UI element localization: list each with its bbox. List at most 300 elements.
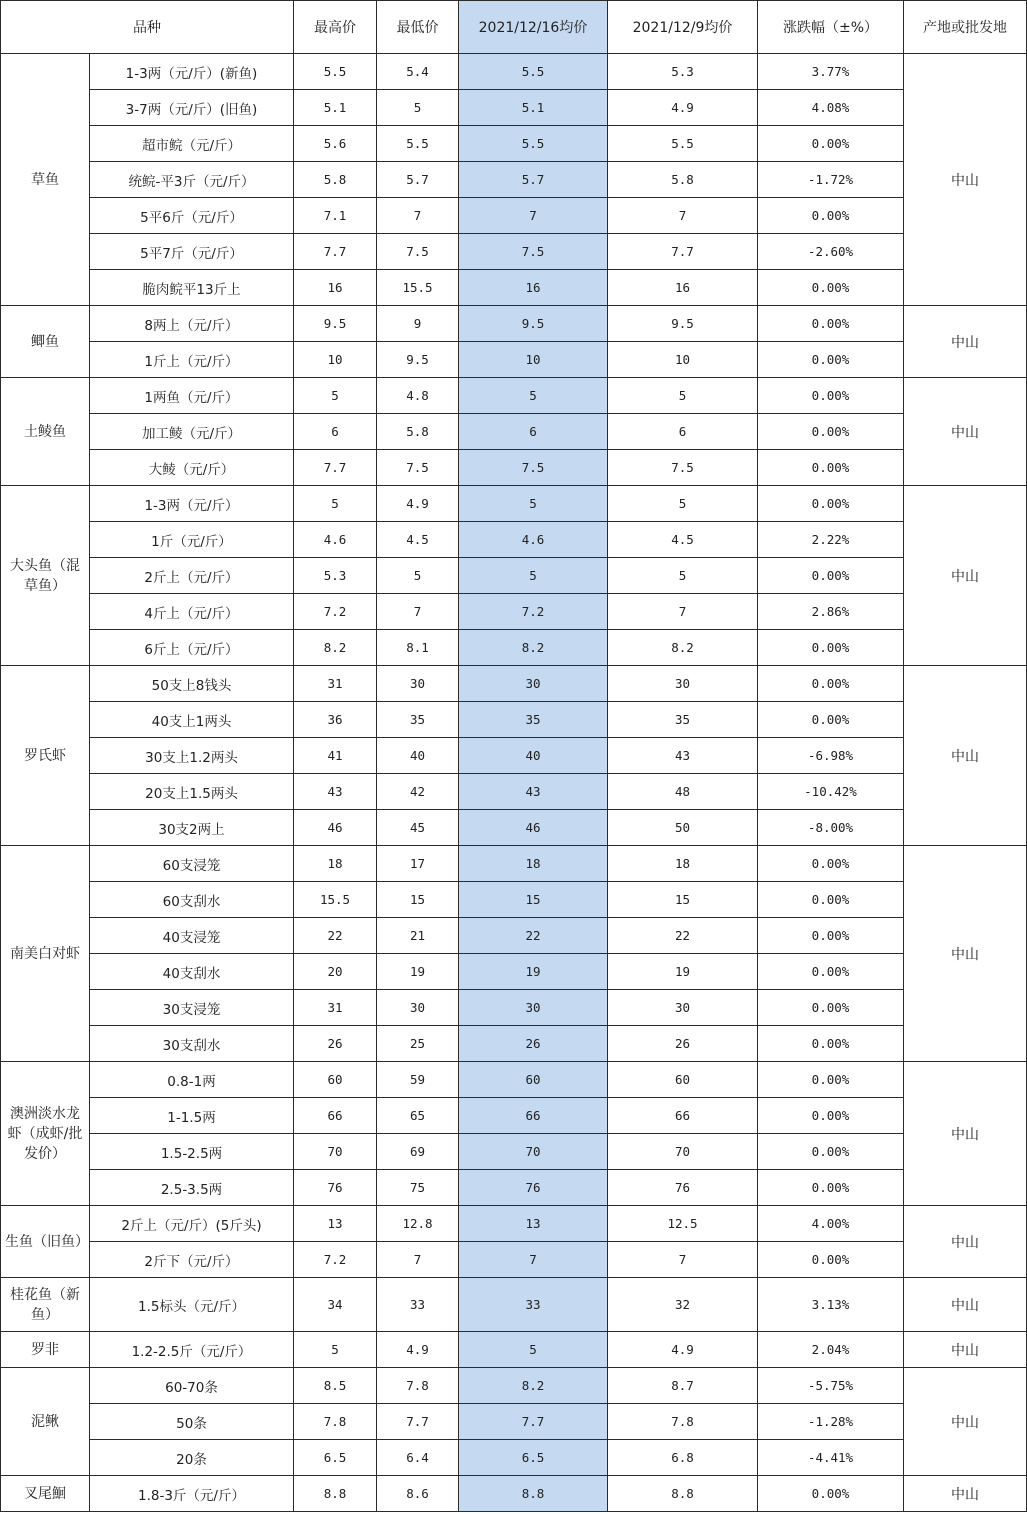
max-price-cell: 76 [294, 1170, 377, 1206]
min-price-cell: 59 [377, 1062, 459, 1098]
header-change: 涨跌幅（±%） [758, 1, 904, 54]
avg-current-cell: 19 [459, 954, 608, 990]
max-price-cell: 18 [294, 846, 377, 882]
avg-current-cell: 5.7 [459, 162, 608, 198]
min-price-cell: 7.5 [377, 234, 459, 270]
max-price-cell: 5.5 [294, 54, 377, 90]
spec-cell: 2斤下（元/斤） [90, 1242, 294, 1278]
min-price-cell: 9.5 [377, 342, 459, 378]
min-price-cell: 4.5 [377, 522, 459, 558]
table-row [1, 90, 1027, 126]
spec-cell: 2.5-3.5两 [90, 1170, 294, 1206]
change-cell: 3.77% [758, 54, 904, 90]
avg-previous-cell: 30 [608, 990, 758, 1026]
change-cell: 0.00% [758, 1170, 904, 1206]
avg-previous-cell: 76 [608, 1170, 758, 1206]
avg-current-cell: 5 [459, 486, 608, 522]
table-row [1, 1026, 1027, 1062]
avg-previous-cell: 5.3 [608, 54, 758, 90]
max-price-cell: 13 [294, 1206, 377, 1242]
change-cell: 0.00% [758, 414, 904, 450]
avg-previous-cell: 7.7 [608, 234, 758, 270]
spec-cell: 40支上1两头 [90, 702, 294, 738]
table-row [1, 342, 1027, 378]
change-cell: 0.00% [758, 1476, 904, 1512]
change-cell: 0.00% [758, 882, 904, 918]
avg-current-cell: 35 [459, 702, 608, 738]
change-cell: 0.00% [758, 1134, 904, 1170]
avg-current-cell: 5.5 [459, 126, 608, 162]
max-price-cell: 7.2 [294, 1242, 377, 1278]
avg-current-cell: 7.5 [459, 450, 608, 486]
avg-current-cell: 30 [459, 990, 608, 1026]
max-price-cell: 5.6 [294, 126, 377, 162]
avg-current-cell: 66 [459, 1098, 608, 1134]
max-price-cell: 16 [294, 270, 377, 306]
spec-cell: 40支浸笼 [90, 918, 294, 954]
change-cell: 0.00% [758, 270, 904, 306]
spec-cell: 50支上8钱头 [90, 666, 294, 702]
avg-current-cell: 7 [459, 198, 608, 234]
avg-previous-cell: 5 [608, 378, 758, 414]
table-row [1, 558, 1027, 594]
avg-current-cell: 76 [459, 1170, 608, 1206]
avg-previous-cell: 18 [608, 846, 758, 882]
category-cell: 叉尾鮰 [1, 1476, 90, 1512]
table-row [1, 1170, 1027, 1206]
table-row [1, 666, 1027, 702]
max-price-cell: 7.1 [294, 198, 377, 234]
min-price-cell: 30 [377, 666, 459, 702]
spec-cell: 0.8-1两 [90, 1062, 294, 1098]
max-price-cell: 5.3 [294, 558, 377, 594]
avg-current-cell: 43 [459, 774, 608, 810]
avg-previous-cell: 10 [608, 342, 758, 378]
avg-current-cell: 33 [459, 1278, 608, 1332]
change-cell: -2.60% [758, 234, 904, 270]
table-row [1, 630, 1027, 666]
avg-previous-cell: 4.9 [608, 1332, 758, 1368]
max-price-cell: 9.5 [294, 306, 377, 342]
change-cell: 0.00% [758, 990, 904, 1026]
change-cell: -1.28% [758, 1404, 904, 1440]
table-row [1, 1206, 1027, 1242]
min-price-cell: 5 [377, 90, 459, 126]
avg-current-cell: 40 [459, 738, 608, 774]
min-price-cell: 12.8 [377, 1206, 459, 1242]
avg-current-cell: 5 [459, 558, 608, 594]
max-price-cell: 60 [294, 1062, 377, 1098]
avg-previous-cell: 70 [608, 1134, 758, 1170]
table-row [1, 54, 1027, 90]
table-row [1, 414, 1027, 450]
table-row [1, 198, 1027, 234]
spec-cell: 30支上1.2两头 [90, 738, 294, 774]
category-cell: 草鱼 [1, 54, 90, 306]
avg-previous-cell: 7.8 [608, 1404, 758, 1440]
header-avg-previous: 2021/12/9均价 [608, 1, 758, 54]
origin-cell: 中山 [904, 306, 1027, 378]
table-row [1, 1404, 1027, 1440]
table-row [1, 810, 1027, 846]
avg-previous-cell: 6.8 [608, 1440, 758, 1476]
spec-cell: 60-70条 [90, 1368, 294, 1404]
origin-cell: 中山 [904, 1476, 1027, 1512]
max-price-cell: 7.8 [294, 1404, 377, 1440]
avg-previous-cell: 7.5 [608, 450, 758, 486]
min-price-cell: 7 [377, 1242, 459, 1278]
avg-previous-cell: 7 [608, 594, 758, 630]
min-price-cell: 9 [377, 306, 459, 342]
min-price-cell: 45 [377, 810, 459, 846]
spec-cell: 加工鲮（元/斤） [90, 414, 294, 450]
category-cell: 鲫鱼 [1, 306, 90, 378]
avg-previous-cell: 26 [608, 1026, 758, 1062]
origin-cell: 中山 [904, 1332, 1027, 1368]
min-price-cell: 4.9 [377, 1332, 459, 1368]
avg-previous-cell: 19 [608, 954, 758, 990]
avg-previous-cell: 48 [608, 774, 758, 810]
change-cell: 0.00% [758, 306, 904, 342]
spec-cell: 超市鲩（元/斤） [90, 126, 294, 162]
max-price-cell: 8.8 [294, 1476, 377, 1512]
spec-cell: 1两鱼（元/斤） [90, 378, 294, 414]
spec-cell: 脆肉鲩平13斤上 [90, 270, 294, 306]
min-price-cell: 21 [377, 918, 459, 954]
table-row [1, 522, 1027, 558]
origin-cell: 中山 [904, 1206, 1027, 1278]
max-price-cell: 43 [294, 774, 377, 810]
category-cell: 罗氏虾 [1, 666, 90, 846]
change-cell: 0.00% [758, 702, 904, 738]
table-row [1, 234, 1027, 270]
table-row [1, 882, 1027, 918]
max-price-cell: 31 [294, 990, 377, 1026]
table-row [1, 1098, 1027, 1134]
avg-current-cell: 26 [459, 1026, 608, 1062]
min-price-cell: 7.8 [377, 1368, 459, 1404]
table-row [1, 486, 1027, 522]
max-price-cell: 70 [294, 1134, 377, 1170]
spec-cell: 5平6斤（元/斤） [90, 198, 294, 234]
change-cell: 4.08% [758, 90, 904, 126]
min-price-cell: 19 [377, 954, 459, 990]
min-price-cell: 40 [377, 738, 459, 774]
max-price-cell: 5.8 [294, 162, 377, 198]
avg-previous-cell: 22 [608, 918, 758, 954]
min-price-cell: 7.7 [377, 1404, 459, 1440]
spec-cell: 大鲮（元/斤） [90, 450, 294, 486]
table-row [1, 1368, 1027, 1404]
spec-cell: 5平7斤（元/斤） [90, 234, 294, 270]
spec-cell: 30支浸笼 [90, 990, 294, 1026]
avg-previous-cell: 8.7 [608, 1368, 758, 1404]
avg-previous-cell: 5.8 [608, 162, 758, 198]
spec-cell: 30支刮水 [90, 1026, 294, 1062]
avg-previous-cell: 30 [608, 666, 758, 702]
min-price-cell: 5 [377, 558, 459, 594]
max-price-cell: 8.2 [294, 630, 377, 666]
avg-current-cell: 6 [459, 414, 608, 450]
spec-cell: 20支上1.5两头 [90, 774, 294, 810]
header-variety: 品种 [1, 1, 294, 54]
avg-previous-cell: 5 [608, 558, 758, 594]
spec-cell: 30支2两上 [90, 810, 294, 846]
spec-cell: 50条 [90, 1404, 294, 1440]
avg-current-cell: 16 [459, 270, 608, 306]
origin-cell: 中山 [904, 1062, 1027, 1206]
table-row [1, 738, 1027, 774]
max-price-cell: 7.7 [294, 234, 377, 270]
avg-previous-cell: 5 [608, 486, 758, 522]
change-cell: 0.00% [758, 1062, 904, 1098]
spec-cell: 6斤上（元/斤） [90, 630, 294, 666]
origin-cell: 中山 [904, 1278, 1027, 1332]
spec-cell: 2斤上（元/斤） [90, 558, 294, 594]
max-price-cell: 7.7 [294, 450, 377, 486]
avg-previous-cell: 50 [608, 810, 758, 846]
origin-cell: 中山 [904, 378, 1027, 486]
table-row [1, 306, 1027, 342]
change-cell: 0.00% [758, 1242, 904, 1278]
table-row [1, 1278, 1027, 1332]
table-row [1, 1440, 1027, 1476]
spec-cell: 1.2-2.5斤（元/斤） [90, 1332, 294, 1368]
spec-cell: 1斤（元/斤） [90, 522, 294, 558]
max-price-cell: 10 [294, 342, 377, 378]
change-cell: 0.00% [758, 630, 904, 666]
min-price-cell: 15 [377, 882, 459, 918]
avg-previous-cell: 43 [608, 738, 758, 774]
change-cell: 0.00% [758, 1098, 904, 1134]
table-row [1, 1332, 1027, 1368]
spec-cell: 1.8-3斤（元/斤） [90, 1476, 294, 1512]
avg-previous-cell: 12.5 [608, 1206, 758, 1242]
avg-current-cell: 8.2 [459, 630, 608, 666]
min-price-cell: 75 [377, 1170, 459, 1206]
category-cell: 土鲮鱼 [1, 378, 90, 486]
change-cell: 0.00% [758, 558, 904, 594]
max-price-cell: 31 [294, 666, 377, 702]
change-cell: 0.00% [758, 954, 904, 990]
avg-current-cell: 6.5 [459, 1440, 608, 1476]
spec-cell: 40支刮水 [90, 954, 294, 990]
min-price-cell: 6.4 [377, 1440, 459, 1476]
avg-previous-cell: 7 [608, 1242, 758, 1278]
change-cell: 2.22% [758, 522, 904, 558]
table-row [1, 774, 1027, 810]
min-price-cell: 8.1 [377, 630, 459, 666]
max-price-cell: 5.1 [294, 90, 377, 126]
spec-cell: 1.5标头（元/斤） [90, 1278, 294, 1332]
min-price-cell: 15.5 [377, 270, 459, 306]
avg-current-cell: 7.5 [459, 234, 608, 270]
avg-current-cell: 4.6 [459, 522, 608, 558]
change-cell: -1.72% [758, 162, 904, 198]
spec-cell: 60支刮水 [90, 882, 294, 918]
spec-cell: 1-1.5两 [90, 1098, 294, 1134]
table-row [1, 378, 1027, 414]
avg-previous-cell: 15 [608, 882, 758, 918]
avg-previous-cell: 9.5 [608, 306, 758, 342]
avg-current-cell: 5.1 [459, 90, 608, 126]
header-max-price: 最高价 [294, 1, 377, 54]
max-price-cell: 46 [294, 810, 377, 846]
avg-previous-cell: 7 [608, 198, 758, 234]
table-row [1, 1062, 1027, 1098]
spec-cell: 3-7两（元/斤）(旧鱼) [90, 90, 294, 126]
max-price-cell: 7.2 [294, 594, 377, 630]
avg-current-cell: 22 [459, 918, 608, 954]
change-cell: 0.00% [758, 342, 904, 378]
min-price-cell: 7 [377, 198, 459, 234]
change-cell: 0.00% [758, 450, 904, 486]
avg-current-cell: 8.8 [459, 1476, 608, 1512]
max-price-cell: 6.5 [294, 1440, 377, 1476]
avg-current-cell: 13 [459, 1206, 608, 1242]
avg-current-cell: 30 [459, 666, 608, 702]
category-cell: 大头鱼（混草鱼） [1, 486, 90, 666]
max-price-cell: 34 [294, 1278, 377, 1332]
avg-previous-cell: 66 [608, 1098, 758, 1134]
avg-previous-cell: 8.2 [608, 630, 758, 666]
change-cell: -10.42% [758, 774, 904, 810]
change-cell: 0.00% [758, 846, 904, 882]
min-price-cell: 5.4 [377, 54, 459, 90]
spec-cell: 统鲩-平3斤（元/斤） [90, 162, 294, 198]
origin-cell: 中山 [904, 486, 1027, 666]
avg-previous-cell: 6 [608, 414, 758, 450]
spec-cell: 1.5-2.5两 [90, 1134, 294, 1170]
min-price-cell: 69 [377, 1134, 459, 1170]
origin-cell: 中山 [904, 666, 1027, 846]
max-price-cell: 5 [294, 486, 377, 522]
max-price-cell: 36 [294, 702, 377, 738]
avg-current-cell: 70 [459, 1134, 608, 1170]
min-price-cell: 7.5 [377, 450, 459, 486]
max-price-cell: 22 [294, 918, 377, 954]
max-price-cell: 5 [294, 378, 377, 414]
table-row [1, 450, 1027, 486]
avg-previous-cell: 60 [608, 1062, 758, 1098]
spec-cell: 1-3两（元/斤） [90, 486, 294, 522]
avg-current-cell: 9.5 [459, 306, 608, 342]
avg-previous-cell: 4.5 [608, 522, 758, 558]
min-price-cell: 30 [377, 990, 459, 1026]
avg-current-cell: 5 [459, 1332, 608, 1368]
header-min-price: 最低价 [377, 1, 459, 54]
min-price-cell: 8.6 [377, 1476, 459, 1512]
avg-previous-cell: 8.8 [608, 1476, 758, 1512]
origin-cell: 中山 [904, 54, 1027, 306]
max-price-cell: 20 [294, 954, 377, 990]
avg-current-cell: 5.5 [459, 54, 608, 90]
max-price-cell: 15.5 [294, 882, 377, 918]
min-price-cell: 7 [377, 594, 459, 630]
spec-cell: 60支浸笼 [90, 846, 294, 882]
change-cell: -5.75% [758, 1368, 904, 1404]
table-row [1, 954, 1027, 990]
min-price-cell: 5.8 [377, 414, 459, 450]
table-row [1, 918, 1027, 954]
max-price-cell: 6 [294, 414, 377, 450]
min-price-cell: 42 [377, 774, 459, 810]
avg-previous-cell: 16 [608, 270, 758, 306]
min-price-cell: 17 [377, 846, 459, 882]
change-cell: -4.41% [758, 1440, 904, 1476]
category-cell: 澳洲淡水龙虾（成虾/批发价） [1, 1062, 90, 1206]
min-price-cell: 5.7 [377, 162, 459, 198]
avg-current-cell: 60 [459, 1062, 608, 1098]
avg-current-cell: 7.7 [459, 1404, 608, 1440]
avg-previous-cell: 32 [608, 1278, 758, 1332]
table-row [1, 1242, 1027, 1278]
table-body [1, 54, 1027, 1512]
change-cell: 0.00% [758, 486, 904, 522]
origin-cell: 中山 [904, 846, 1027, 1062]
min-price-cell: 4.8 [377, 378, 459, 414]
change-cell: 0.00% [758, 198, 904, 234]
avg-previous-cell: 5.5 [608, 126, 758, 162]
avg-current-cell: 18 [459, 846, 608, 882]
max-price-cell: 66 [294, 1098, 377, 1134]
spec-cell: 8两上（元/斤） [90, 306, 294, 342]
avg-current-cell: 15 [459, 882, 608, 918]
category-cell: 南美白对虾 [1, 846, 90, 1062]
min-price-cell: 4.9 [377, 486, 459, 522]
table-row [1, 990, 1027, 1026]
table-row [1, 162, 1027, 198]
min-price-cell: 25 [377, 1026, 459, 1062]
spec-cell: 1-3两（元/斤）(新鱼) [90, 54, 294, 90]
avg-previous-cell: 4.9 [608, 90, 758, 126]
spec-cell: 20条 [90, 1440, 294, 1476]
table-row [1, 846, 1027, 882]
max-price-cell: 5 [294, 1332, 377, 1368]
change-cell: -8.00% [758, 810, 904, 846]
spec-cell: 4斤上（元/斤） [90, 594, 294, 630]
category-cell: 罗非 [1, 1332, 90, 1368]
change-cell: 3.13% [758, 1278, 904, 1332]
avg-current-cell: 8.2 [459, 1368, 608, 1404]
spec-cell: 1斤上（元/斤） [90, 342, 294, 378]
max-price-cell: 41 [294, 738, 377, 774]
avg-current-cell: 5 [459, 378, 608, 414]
table-row [1, 1134, 1027, 1170]
avg-previous-cell: 35 [608, 702, 758, 738]
change-cell: 0.00% [758, 918, 904, 954]
avg-current-cell: 7 [459, 1242, 608, 1278]
category-cell: 生鱼（旧鱼） [1, 1206, 90, 1278]
table-row [1, 1476, 1027, 1512]
avg-current-cell: 10 [459, 342, 608, 378]
header-origin: 产地或批发地 [904, 1, 1027, 54]
table-row [1, 270, 1027, 306]
change-cell: 2.86% [758, 594, 904, 630]
avg-current-cell: 46 [459, 810, 608, 846]
avg-current-cell: 7.2 [459, 594, 608, 630]
min-price-cell: 5.5 [377, 126, 459, 162]
change-cell: -6.98% [758, 738, 904, 774]
min-price-cell: 35 [377, 702, 459, 738]
change-cell: 2.04% [758, 1332, 904, 1368]
change-cell: 4.00% [758, 1206, 904, 1242]
max-price-cell: 26 [294, 1026, 377, 1062]
change-cell: 0.00% [758, 378, 904, 414]
table-row [1, 594, 1027, 630]
min-price-cell: 33 [377, 1278, 459, 1332]
spec-cell: 2斤上（元/斤）(5斤头) [90, 1206, 294, 1242]
